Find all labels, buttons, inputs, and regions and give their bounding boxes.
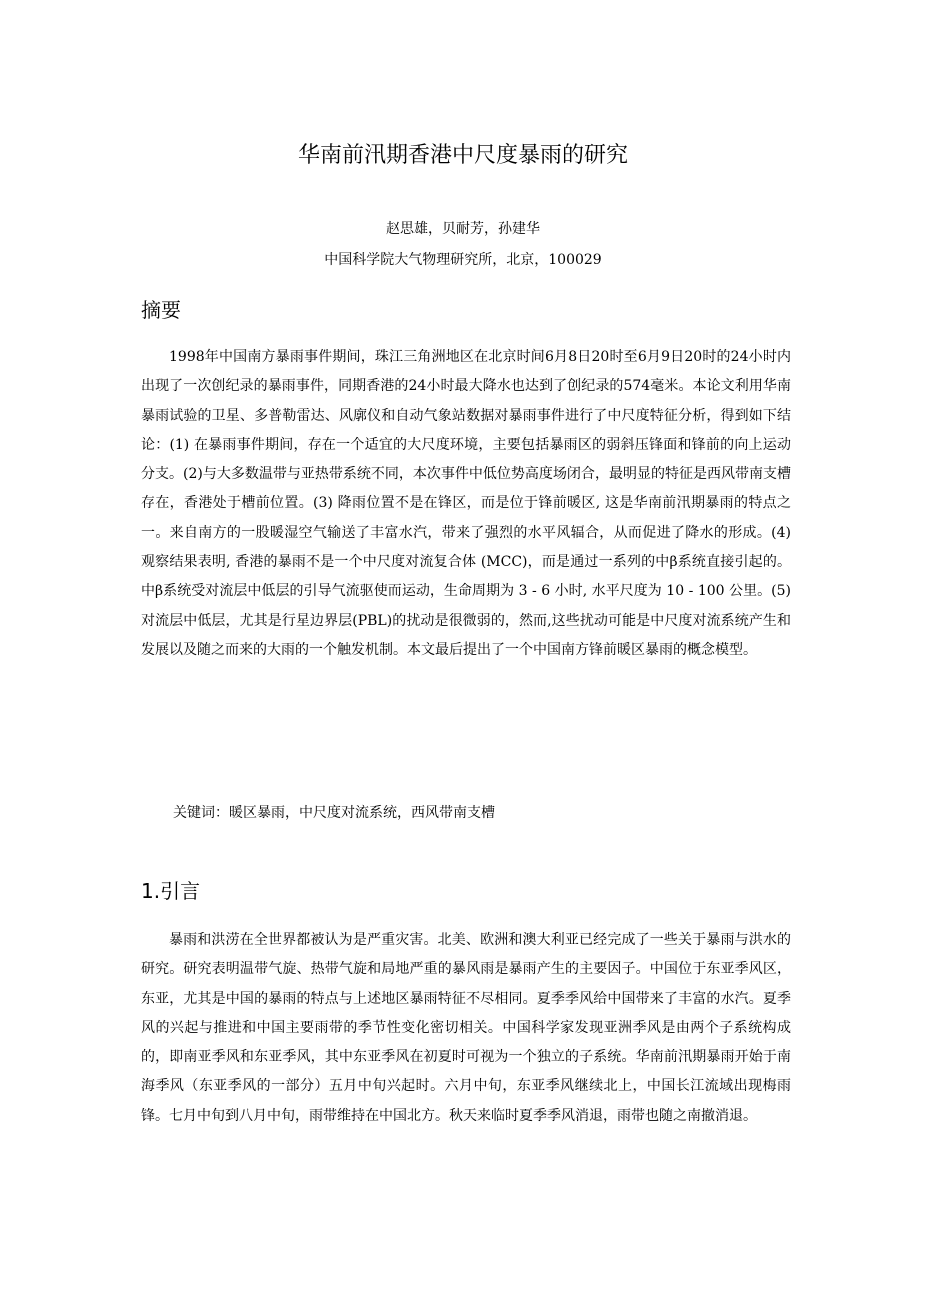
- introduction-paragraph: 暴雨和洪涝在全世界都被认为是严重灾害。北美、欧洲和澳大利亚已经完成了一些关于暴雨与洪水的研究。研究表明温带气旋、热带气旋和局地严重的暴风雨是暴雨产生的主要因子。中国位于东亚季风区，东亚，尤其是中国的暴雨的特点与上述地区暴雨特征不尽相同。夏季季风给中国带来了丰富的水汽。夏季风的兴起与推进和中国主要雨带的季节性变化密切相关。中国科学家发现亚洲季风是由两个子系统构成的，即南亚季风和东亚季风，其中东亚季风在初夏时可视为一个独立的子系统。华南前汛期暴雨开始于南海季风（东亚季风的一部分）五月中旬兴起时。六月中旬，东亚季风继续北上，中国长江流域出现梅雨锋。七月中旬到八月中旬，雨带维持在中国北方。秋天来临时夏季季风消退，雨带也随之南撤消退。: [141, 932, 791, 1124]
- paper-title: 华南前汛期香港中尺度暴雨的研究: [297, 143, 628, 168]
- affiliation: 中国科学院大气物理研究所，北京，100029: [324, 252, 602, 268]
- abstract-paragraph: 1998年中国南方暴雨事件期间，珠江三角洲地区在北京时间6月8日20时至6月9日20时的24小时内出现了一次创纪录的暴雨事件，同期香港的24小时最大降水也达到了创纪录的574毫米。本论文利用华南暴雨试验的卫星、多普勒雷达、风廓仪和自动气象站数据对暴雨事件进行了中尺度特征分析，得到如下结论：(1) 在暴雨事件期间，存在一个适宜的大尺度环境，主要包括暴雨区的弱斜压锋面和锋前的向上运动分支。(2)与大多数温带与亚热带系统不同，本次事件中低位势高度场闭合，最明显的特征是西风带南支槽存在，香港处于槽前位置。(3) 降雨位置不是在锋区，而是位于锋前暖区, 这是华南前汛期暴雨的特点之一。来自南方的一股暖湿空气输送了丰富水汽，带来了强烈的水平风辐合，从而促进了降水的形成。(4) 观察结果表明, 香港的暴雨不是一个中尺度对流复合体 (MCC)，而是通过一系列的中β系统直接引起的。中β系统受对流层中低层的引导气流驱使而运动，生命周期为 3 - 6 小时, 水平尺度为 10 - 100 公里。(5) 对流层中低层，尤其是行星边界层(PBL)的扰动是很微弱的，然而,这些扰动可能是中尺度对流系统产生和发展以及随之而来的大雨的一个触发机制。本文最后提出了一个中国南方锋前暖区暴雨的概念模型。: [141, 349, 791, 658]
- keywords-line: 关键词：暖区暴雨，中尺度对流系统，西风带南支槽: [173, 805, 495, 821]
- author-list: 赵思雄，贝耐芳，孙建华: [386, 221, 540, 237]
- abstract-heading: 摘要: [141, 298, 181, 322]
- introduction-heading: 1.引言: [141, 879, 201, 903]
